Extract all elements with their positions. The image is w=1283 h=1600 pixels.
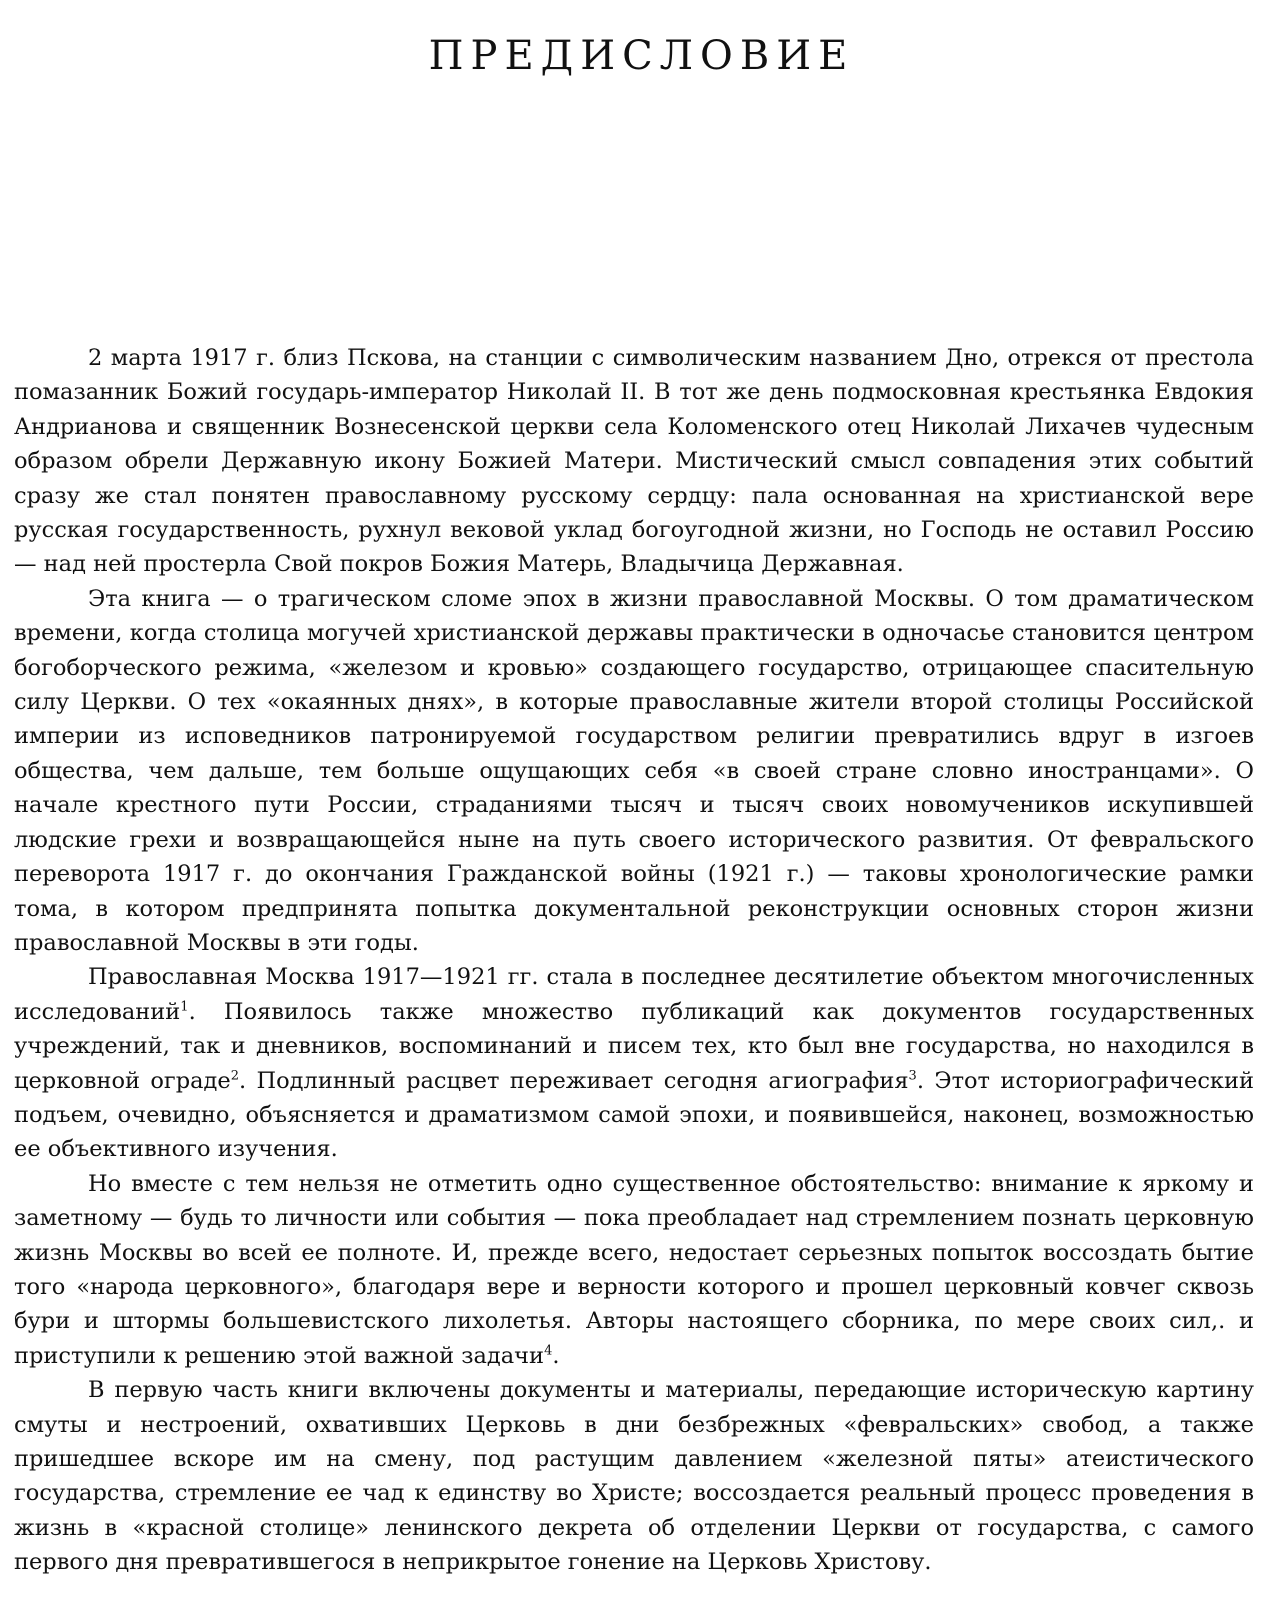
footnote-ref-4: 4 <box>544 1343 553 1359</box>
paragraph-3-text-4: . Этот историографический подъем, очевидно, объясняется и драматизмом самой эпохи, и появившейся, наконец, возможностью ее объективного изучения. <box>14 1067 1254 1163</box>
paragraph-5: В первую часть книги включены документы и материалы, передающие историческую картину смуты и нестроений, охвативших Церковь в дни безбрежных «февральских» свобод, а также пришедшее вскоре им на смену, под растущим давлением «железной пяты» атеистического государства, стремление ее чад к единству во Христе; воссоздается реальный процесс проведения в жизнь в «красной столице» ленинского декрета об отделении Церкви от государства, с самого первого дня превратившегося в неприкрытое гонение на Церковь Христову. <box>14 1377 1254 1576</box>
paragraph-3-text-3: . Подлинный расцвет переживает сегодня агиография <box>238 1067 909 1094</box>
footnote-ref-2: 2 <box>230 1068 239 1084</box>
page-title: ПРЕДИСЛОВИЕ <box>428 33 855 79</box>
paragraph-2: Эта книга — о трагическом сломе эпох в жизни православной Москвы. О том драматическом времени, когда столица могучей христианской державы практически в одночасье становится центром богоборческого режима, «железом и кровью» создающего государство, отрицающее спасительную силу Церкви. О тех «окаянных днях», в которые православные жители второй столицы Российской империи из исповедников патронируемой государством религии превратились вдруг в изгоев общества, чем дальше, тем больше ощущающих себя «в своей стране словно иностранцами». О начале крестного пути России, страданиями тысяч и тысяч своих новомучеников искупившей людские грехи и возвращающейся ныне на путь своего исторического развития. От февральского переворота 1917 г. до окончания Гражданской войны (1921 г.) — таковы хронологические рамки тома, в котором предпринята попытка документальной реконструкции основных сторон жизни православной Москвы в эти годы. <box>14 585 1254 956</box>
paragraph-4-text-2: . <box>552 1342 560 1369</box>
paragraph-3-text-1: Православная Москва 1917—1921 гг. стала в последнее десятилетие объектом многочисленных исследований <box>14 964 1254 1025</box>
paragraph-1: 2 марта 1917 г. близ Пскова, на станции с символическим названием Дно, отрекся от престола помазанник Божий государь-император Николай II. В тот же день подмосковная крестьянка Евдокия Андрианова и священник Вознесенской церкви села Коломенского отец Николай Лихачев чудесным образом обрели Державную икону Божией Матери. Мистический смысл совпадения этих событий сразу же стал понятен православному русскому сердцу: пала основанная на христианской вере русская государственность, рухнул вековой уклад богоугодной жизни, но Господь не оставил Россию — над ней простерла Свой покров Божия Матерь, Владычица Державная. <box>14 345 1254 578</box>
paragraph-4 <box>14 1167 1254 1373</box>
paragraph-4-text-1: Но вместе с тем нельзя не отметить одно существенное обстоятельство: внимание к яркому и заметному — будь то личности или события — пока преобладает над стремлением познать церковную жизнь Москвы во всей ее полноте. И, прежде всего, недостает серьезных попыток воссоздать бытие того «народа церковного», благодаря вере и верности которого и прошел церковный ковчег сквозь бури и штормы большевистского лихолетья. Авторы настоящего сборника, по мере своих сил,. и приступили к решению этой важной задачи <box>14 1170 1254 1369</box>
footnote-ref-3: 3 <box>908 1068 917 1084</box>
footnote-ref-1: 1 <box>180 999 189 1015</box>
paragraph-3-text-2: . Появилось также множество публикаций как документов государственных учреждений, так и дневников, воспоминаний и писем тех, кто был вне государства, но находился в церковной ограде <box>14 998 1254 1094</box>
body-text <box>14 341 1254 1580</box>
paragraph-3 <box>14 960 1254 1166</box>
